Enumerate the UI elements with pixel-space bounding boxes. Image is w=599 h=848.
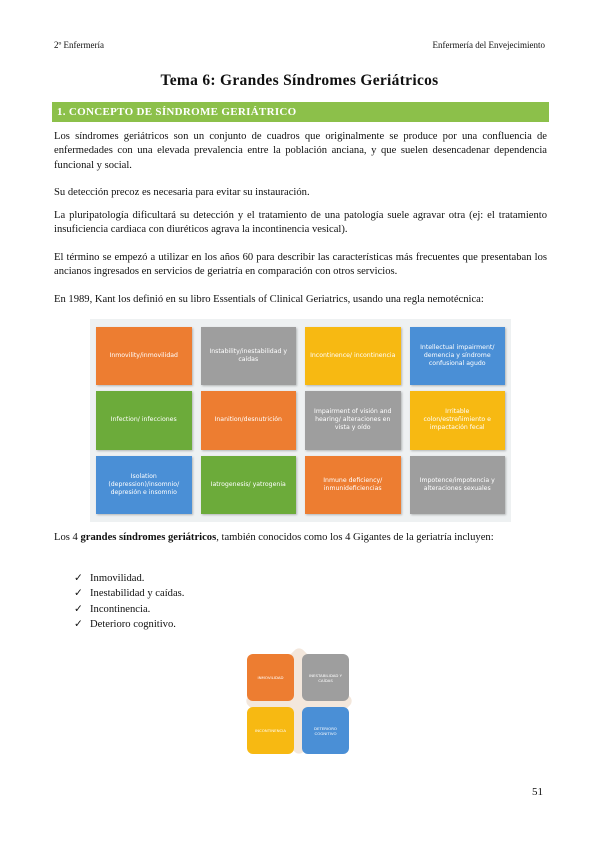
paragraph-detection: Su detección precoz es necesaria para evitar su instauración. xyxy=(54,187,310,198)
checkmark-icon: ✓ xyxy=(74,573,83,584)
grid-cell: Isolation (depression)/insomnio/ depresión e insomnio xyxy=(96,456,192,514)
list-item xyxy=(74,571,184,586)
list-item xyxy=(74,586,184,601)
grid-cell: Intellectual impairment/ demencia y síndrome confusional agudo xyxy=(410,327,506,385)
paragraph-kant: En 1989, Kant los definió en su libro Essentials of Clinical Geriatrics, usando una regla nemotécnica: xyxy=(54,294,484,305)
grid-cell: Inmovility/inmovilidad xyxy=(96,327,192,385)
list-item-label: Inmovilidad. xyxy=(90,573,145,584)
list-item xyxy=(74,617,184,632)
list-item-label: Incontinencia. xyxy=(90,603,151,615)
paragraph-giants-intro xyxy=(54,531,547,545)
list-item xyxy=(74,602,184,617)
cycle-box-inmovilidad: INMOVILIDAD xyxy=(247,654,294,701)
cycle-box-deterioro: DETERIORO COGNITIVO xyxy=(302,707,349,754)
intro-text-rest: , también conocidos como los 4 Gigantes de la geriatría incluyen: xyxy=(216,532,494,543)
grid-cell: Irritable colon/estreñimiento e impactación fecal xyxy=(410,391,506,449)
page-title: Tema 6: Grandes Síndromes Geriátricos xyxy=(160,72,439,89)
checkmark-icon: ✓ xyxy=(74,588,83,600)
intro-text: Los 4 xyxy=(54,532,81,543)
list-item-label: Inestabilidad y caídas. xyxy=(90,588,185,600)
section-heading: 1. CONCEPTO DE SÍNDROME GERIÁTRICO xyxy=(52,102,549,122)
header-course: 2º Enfermería xyxy=(54,40,105,50)
paragraph-history: El término se empezó a utilizar en los años 60 para describir las características más frecuentes que presentaban los ancianos ingresados en servicios de geriatría en comparación con otros servicios. xyxy=(54,252,547,278)
page-number: 51 xyxy=(532,786,543,798)
paragraph-pluripathology: La pluripatología dificultará su detección y el tratamiento de una patología suele agravar otra (ej: el tratamiento insuficiencia cardiaca con diuréticos agrava la incontinencia vesical). xyxy=(54,210,547,236)
header-subject: Enfermería del Envejecimiento xyxy=(432,40,545,50)
grid-cell: Inanition/desnutrición xyxy=(201,391,297,449)
grid-cell: Impairment of visión and hearing/ alteraciones en vista y oído xyxy=(305,391,401,449)
grid-cell: Impotence/impotencia y alteraciones sexuales xyxy=(410,456,506,514)
grid-cell: Iatrogenesis/ yatrogenia xyxy=(201,456,297,514)
checkmark-icon: ✓ xyxy=(74,618,83,630)
checkmark-icon: ✓ xyxy=(74,603,83,615)
paragraph-definition: Los síndromes geriátricos son un conjunto de cuadros que originalmente se produce por una confluencia de enfermedades con una elevada prevalencia entre la población anciana, y que suelen desencadenar dependencia funcional y social. xyxy=(54,131,547,171)
list-item-label: Deterioro cognitivo. xyxy=(90,618,176,630)
giants-list xyxy=(74,571,184,632)
giants-cycle-diagram xyxy=(244,646,354,756)
cycle-box-inestabilidad: INESTABILIDAD Y CAÍDAS xyxy=(302,654,349,701)
grid-cell: Incontinence/ incontinencia xyxy=(305,327,401,385)
grid-cell: Inmune deficiency/ inmunideficiencias xyxy=(305,456,401,514)
mnemonic-grid xyxy=(90,319,511,522)
cycle-box-incontinencia: INCONTINENCIA xyxy=(247,707,294,754)
grid-cell: Infection/ infecciones xyxy=(96,391,192,449)
intro-bold-term: grandes síndromes geriátricos xyxy=(80,532,217,543)
grid-cell: Instability/inestabilidad y caídas xyxy=(201,327,297,385)
